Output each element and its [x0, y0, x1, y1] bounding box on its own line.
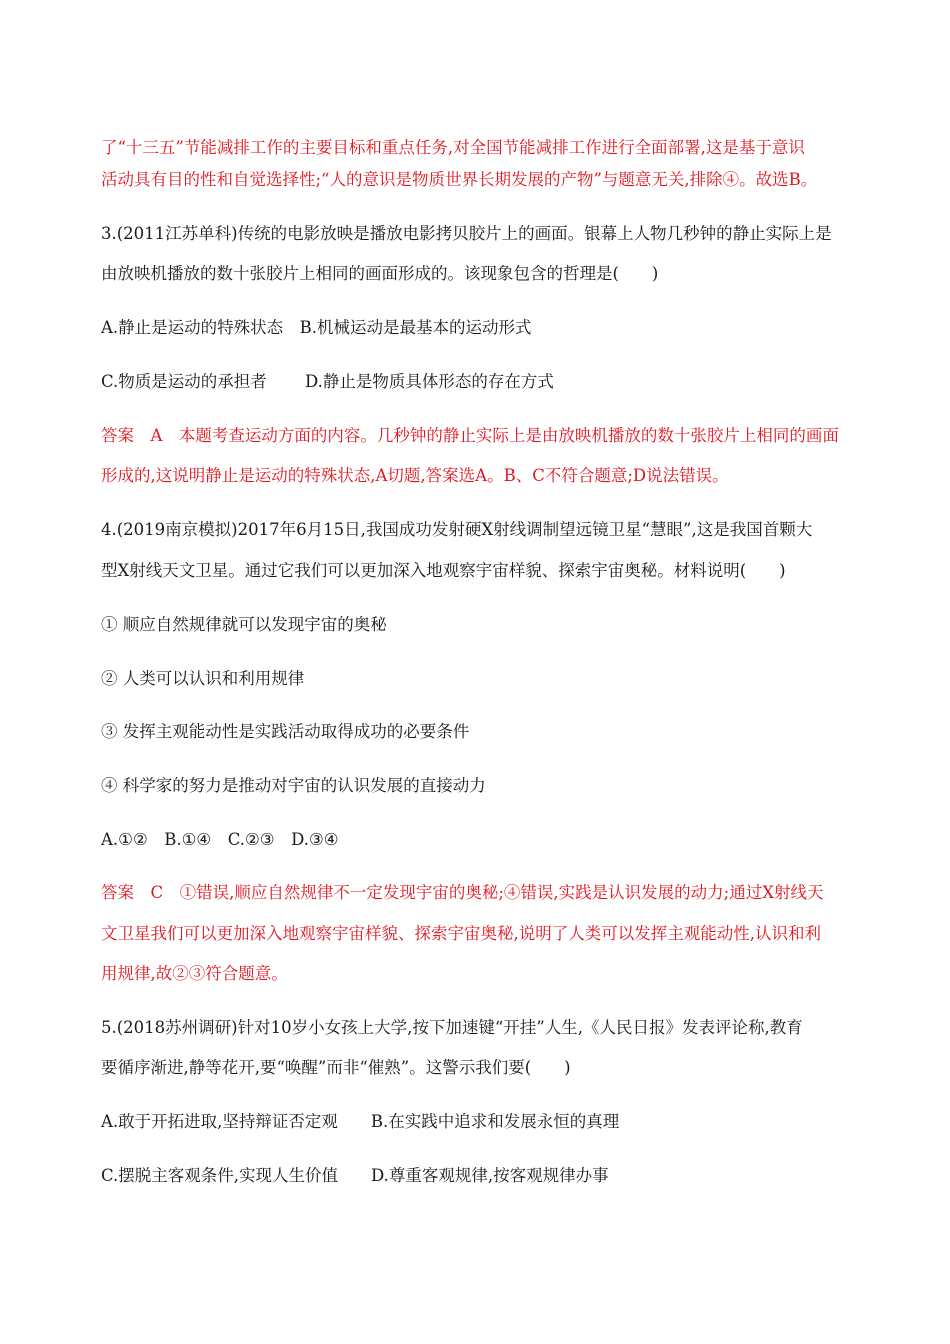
statement-item: ① 顺应自然规律就可以发现宇宙的奥秘 [101, 615, 387, 634]
question-stem-line: 5.(2018苏州调研)针对10岁小女孩上大学,按下加速键“开挂”人生,《人民日报》发表评论称,教育 [101, 1018, 803, 1037]
answer-line: 答案 A 本题考查运动方面的内容。几秒钟的静止实际上是由放映机播放的数十张胶片上相同的画面 [101, 426, 839, 445]
option-line: C.物质是运动的承担者 D.静止是物质具体形态的存在方式 [101, 372, 554, 391]
question-stem-line: 由放映机播放的数十张胶片上相同的画面形成的。该现象包含的哲理是( ) [101, 264, 659, 283]
question-stem-line: 要循序渐进,静等花开,要“唤醒”而非“催熟”。这警示我们要( ) [101, 1058, 571, 1077]
option-line: A.静止是运动的特殊状态 B.机械运动是最基本的运动形式 [101, 318, 532, 337]
option-line: A.敢于开拓进取,坚持辩证否定观 B.在实践中追求和发展永恒的真理 [101, 1112, 620, 1131]
answer-line: 文卫星我们可以更加深入地观察宇宙样貌、探索宇宙奥秘,说明了人类可以发挥主观能动性,认识和利 [101, 924, 821, 943]
question-stem-line: 3.(2011江苏单科)传统的电影放映是播放电影拷贝胶片上的画面。银幕上人物几秒钟的静止实际上是 [101, 224, 832, 243]
question-stem-line: 4.(2019南京模拟)2017年6月15日,我国成功发射硬X射线调制望远镜卫星“慧眼”,这是我国首颗大 [101, 520, 813, 539]
statement-item: ④ 科学家的努力是推动对宇宙的认识发展的直接动力 [101, 776, 486, 795]
answer-line: 形成的,这说明静止是运动的特殊状态,A切题,答案选A。B、C不符合题意;D说法错误。 [101, 466, 729, 485]
question-stem-line: 型X射线天文卫星。通过它我们可以更加深入地观察宇宙样貌、探索宇宙奥秘。材料说明( ) [101, 561, 786, 580]
option-line: C.摆脱主客观条件,实现人生价值 D.尊重客观规律,按客观规律办事 [101, 1166, 609, 1185]
answer-line: 了“十三五”节能减排工作的主要目标和重点任务,对全国节能减排工作进行全面部署,这是基于意识 [101, 138, 805, 157]
answer-line: 活动具有目的性和自觉选择性;“人的意识是物质世界长期发展的产物”与题意无关,排除④。故选B。 [101, 170, 818, 189]
option-line: A.①② B.①④ C.②③ D.③④ [101, 830, 339, 849]
answer-line: 用规律,故②③符合题意。 [101, 964, 288, 983]
answer-line: 答案 C ①错误,顺应自然规律不一定发现宇宙的奥秘;④错误,实践是认识发展的动力;通过X射线天 [101, 883, 824, 902]
statement-item: ② 人类可以认识和利用规律 [101, 669, 305, 688]
statement-item: ③ 发挥主观能动性是实践活动取得成功的必要条件 [101, 722, 470, 741]
